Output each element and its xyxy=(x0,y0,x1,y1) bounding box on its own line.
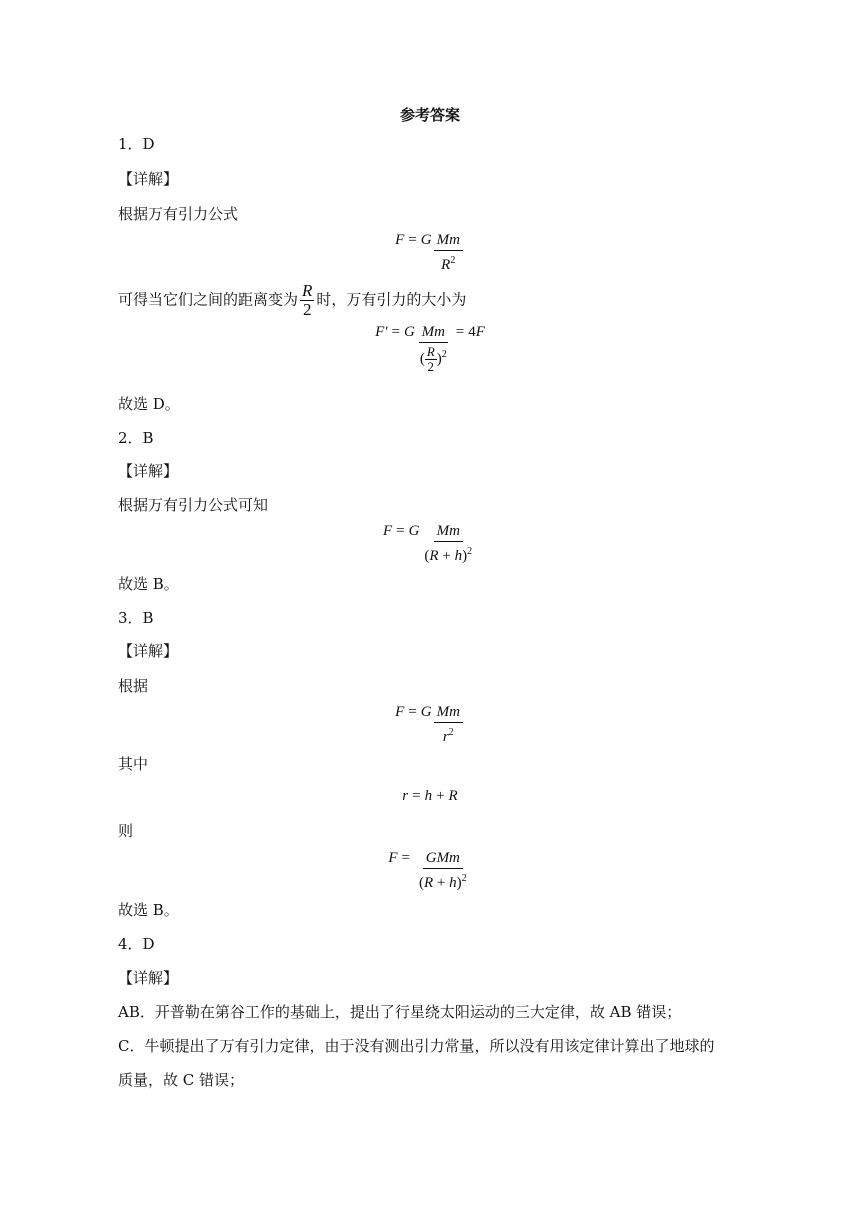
q1-formula-2: F′ = G Mm ( $\frac{R}{2}$ )$^2$ = 4F xyxy=(375,324,485,374)
q4-detail-heading: 【详解】 xyxy=(118,969,179,987)
q1-number: 1．D xyxy=(118,135,155,153)
q2-text-1: 根据万有引力公式可知 xyxy=(118,496,269,514)
q1-text-2b: 时，万有引力的大小为 xyxy=(316,290,467,309)
q2-number: 2．B xyxy=(118,429,154,447)
q3-formula-2: r = h + R xyxy=(402,788,458,804)
q2-formula: F = G $\frac{Mm}{(R + h)^2}$ xyxy=(382,523,473,564)
q3-formula-1: F = G $\frac{Mm}{r^2}$ xyxy=(0,704,860,745)
q4-number: 4．D xyxy=(118,935,155,953)
q3-formula-3: F = $\frac{\text{GMm}}{(R + h)^2}$ xyxy=(388,850,467,891)
q1-inline-den: 2 xyxy=(302,300,312,319)
page-title: 参考答案 xyxy=(399,106,460,124)
q3-number: 3．B xyxy=(118,609,154,627)
q3-text-3: 则 xyxy=(118,822,134,840)
q4-text-3: 质量，故 C 错误； xyxy=(118,1071,245,1089)
q1-text-2 xyxy=(118,282,466,319)
q3-conclusion: 故选 B。 xyxy=(118,901,179,919)
q1-conclusion: 故选 D。 xyxy=(118,395,180,413)
q4-text-1: AB．开普勒在第谷工作的基础上，提出了行星绕太阳运动的三大定律，故 AB 错误； xyxy=(118,1003,682,1021)
q1-text-1: 根据万有引力公式 xyxy=(118,205,239,223)
q2-conclusion: 故选 B。 xyxy=(118,575,179,593)
q3-text-1: 根据 xyxy=(118,677,149,695)
q1-text-2a: 可得当它们之间的距离变为 xyxy=(118,290,299,309)
q1-inline-num: R xyxy=(302,281,313,300)
q3-text-2: 其中 xyxy=(118,755,149,773)
q3-detail-heading: 【详解】 xyxy=(118,642,179,660)
q4-text-2: C．牛顿提出了万有引力定律，由于没有测出引力常量，所以没有用该定律计算出了地球的 xyxy=(118,1037,715,1055)
q1-inline-fraction xyxy=(300,282,314,319)
q1-detail-heading: 【详解】 xyxy=(118,170,179,188)
q1-formula-1: F = G $\frac{Mm}{R^2}$ xyxy=(0,232,860,273)
q2-detail-heading: 【详解】 xyxy=(118,462,179,480)
